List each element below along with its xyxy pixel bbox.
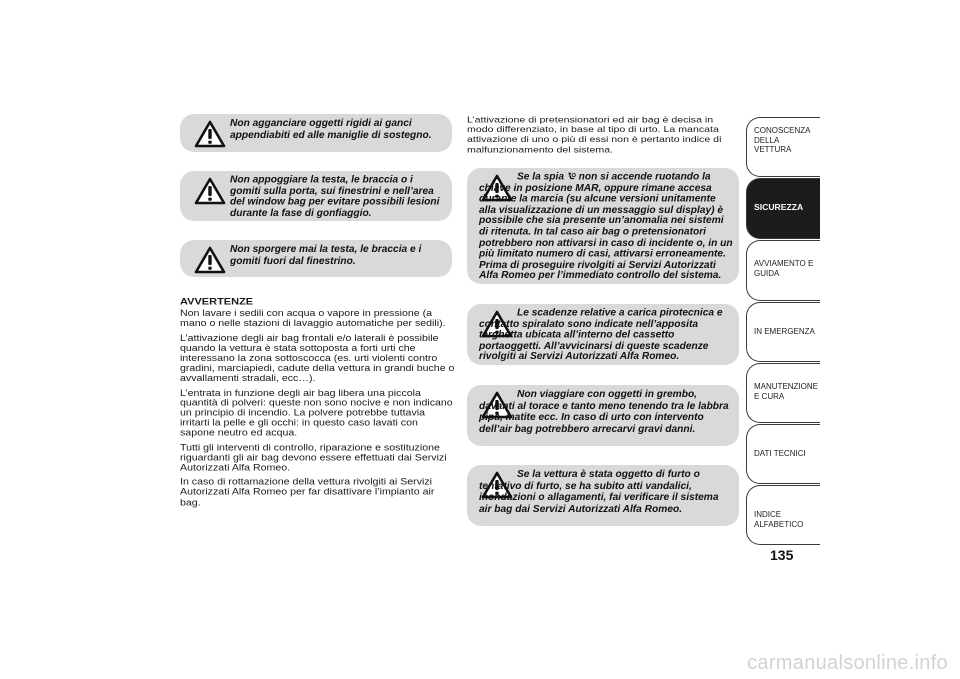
paragraph: L’attivazione di pretensionatori ed air bag è decisa in modo differenziato, in base al tipo di urto. La mancata attivazione di uno o più di essi non è pertanto indice di malfunzionamento del sistema. bbox=[467, 115, 722, 155]
warning-text: Le scadenze relative a carica pirotecnica e contatto spiralato sono indicate nell’apposita targhetta ubicata all’interno del cassetto portaoggetti. All’avvicinarsi di queste scadenze rivolgiti ai Servizi Autorizzati Alfa Romeo. bbox=[479, 308, 723, 363]
warning-box-3 bbox=[180, 240, 452, 277]
warning-triangle-icon bbox=[194, 120, 226, 148]
warning-text-before: Se la spia bbox=[517, 172, 567, 183]
section-heading: AVVERTENZE bbox=[180, 297, 254, 307]
warning-text-after: non si accende ruotando la chiave in posizione MAR, oppure rimane accesa durante la marcia (su alcune versioni unitamente alla visualizzazione di un messaggio sul display) è possibile che sia presente un’anomalia nei sistemi di ritenuta. In tal caso air bag o pretensionatori potrebbero non attivarsi in caso di incidente o, in un più limitato numero di casi, attivarsi erroneamente. Prima di proseguire rivolgiti ai Servizi Autorizzati Alfa Romeo per l’immediato controllo del sistema. bbox=[479, 172, 733, 282]
paragraph: In caso di rottamazione della vettura rivolgiti ai Servizi Autorizzati Alfa Romeo per far disattivare l’impianto air bag. bbox=[180, 477, 435, 508]
tab-avviamento-e-guida[interactable]: AVVIAMENTO E GUIDA bbox=[746, 240, 820, 301]
warning-box-5 bbox=[467, 304, 739, 365]
avvertenze-section bbox=[180, 297, 455, 512]
tab-dati-tecnici[interactable]: DATI TECNICI bbox=[746, 424, 820, 484]
tab-sicurezza[interactable]: SICUREZZA bbox=[746, 178, 820, 239]
warning-box-7 bbox=[467, 465, 739, 526]
tab-in-emergenza[interactable]: IN EMERGENZA bbox=[746, 302, 820, 362]
warning-text bbox=[479, 172, 733, 282]
paragraph: Tutti gli interventi di controllo, riparazione e sostituzione riguardanti gli air bag devono essere effettuati dai Servizi Autorizzati Alfa Romeo. bbox=[180, 442, 447, 474]
warning-text: Non appoggiare la testa, le braccia o i gomiti sulla porta, sui finestrini e nell’area del window bag per evitare possibili lesioni durante la fase di gonfiaggio. bbox=[230, 175, 440, 219]
paragraph: Non lavare i sedili con acqua o vapore in pressione (a mano o nelle stazioni di lavaggio automatiche per sedili). bbox=[180, 308, 446, 329]
warning-box-2 bbox=[180, 171, 452, 221]
tab-manutenzione-e-cura[interactable]: MANUTENZIONE E CURA bbox=[746, 363, 820, 423]
warning-box-6 bbox=[467, 385, 739, 446]
warning-triangle-icon bbox=[194, 177, 226, 205]
warning-box-1 bbox=[180, 114, 452, 152]
tab-indice-alfabetico[interactable]: INDICE ALFABETICO bbox=[746, 485, 820, 545]
paragraph: L’attivazione degli air bag frontali e/o laterali è possibile quando la vettura è stata sottoposta a forti urti che interessano la zona sottoscocca (es. urti violenti contro gradini, marciapiedi, cadute della vettura in grandi buche o avvallamenti stradali, ecc…). bbox=[180, 333, 455, 384]
watermark: carmanualsonline.info bbox=[747, 652, 948, 674]
paragraph: L’entrata in funzione degli air bag libera una piccola quantità di polveri: queste non sono nocive e non indicano un principio di incendio. La polvere potrebbe tuttavia irritarti la pelle e gli occhi: in questo caso lavati con sapone neutro ed acqua. bbox=[180, 388, 453, 439]
warning-text: Non viaggiare con oggetti in grembo, davanti al torace e tanto meno tenendo tra le labbra pipa, matite ecc. In caso di urto con intervento dell’air bag potrebbero arrecarvi gravi danni. bbox=[479, 389, 729, 435]
warning-text: Se la vettura è stata oggetto di furto o tentativo di furto, se ha subito atti vandalici, inondazioni o allagamenti, fai verificare il sistema air bag dai Servizi Autorizzati Alfa Romeo. bbox=[479, 469, 719, 515]
airbag-lamp-icon bbox=[567, 172, 576, 181]
warning-box-4 bbox=[467, 168, 739, 284]
tab-conoscenza-della-vettura[interactable]: CONOSCENZA DELLA VETTURA bbox=[746, 117, 820, 177]
warning-text: Non agganciare oggetti rigidi ai ganci appendiabiti ed alle maniglie di sostegno. bbox=[230, 118, 432, 141]
warning-text: Non sporgere mai la testa, le braccia e i gomiti fuori dal finestrino. bbox=[230, 244, 422, 267]
intro-paragraph bbox=[467, 115, 739, 159]
warning-triangle-icon bbox=[194, 246, 226, 274]
page-number: 135 bbox=[770, 547, 794, 563]
